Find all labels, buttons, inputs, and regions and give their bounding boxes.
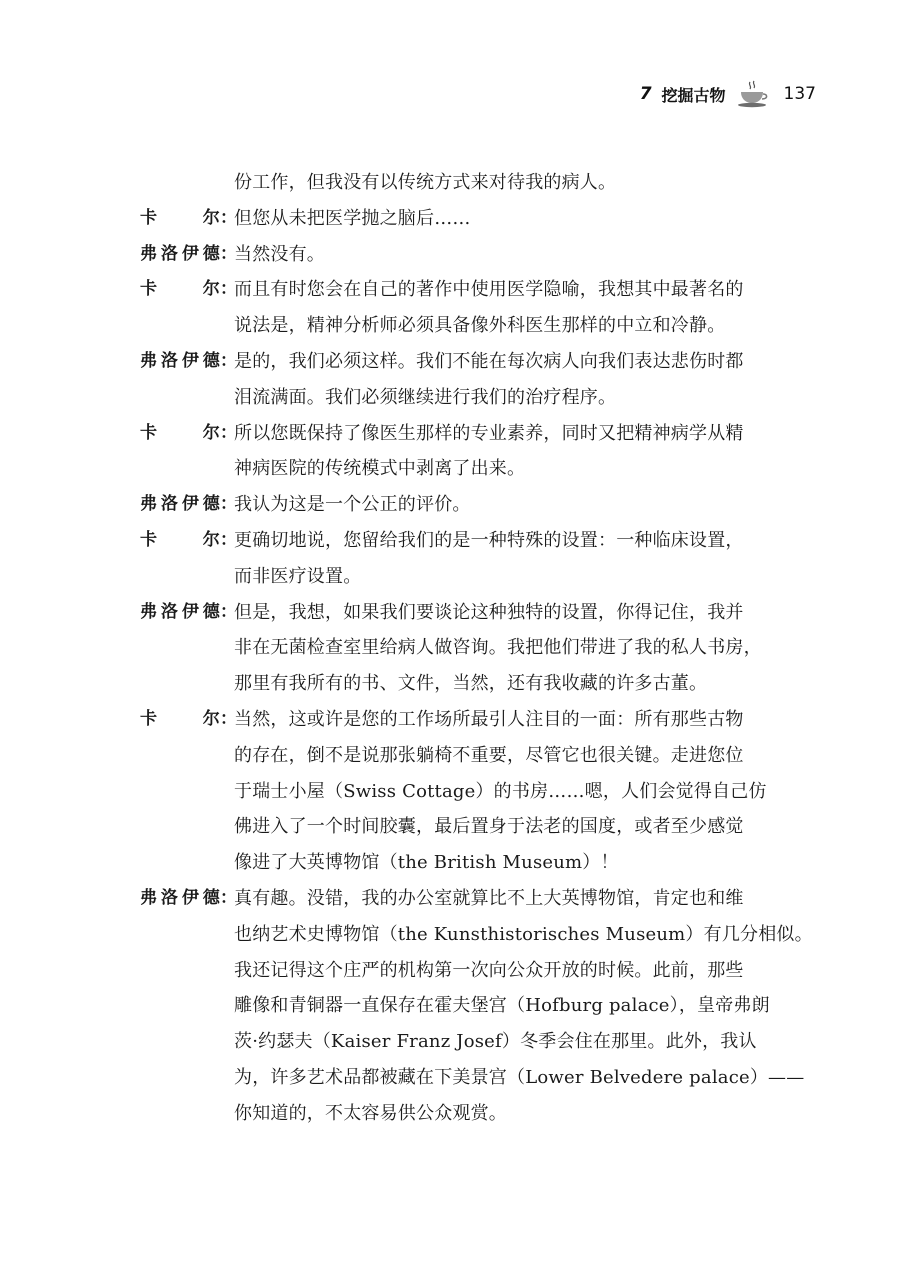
line-text: 但是，我想，如果我们要谈论这种独特的设置，你得记住，我并 bbox=[234, 601, 744, 623]
speaker-colon: ： bbox=[220, 422, 238, 443]
speaker-name: 弗洛伊德 bbox=[140, 350, 220, 371]
dialogue-line-continuation bbox=[140, 845, 792, 881]
dialogue-line-start bbox=[140, 702, 792, 738]
line-text: 雕像和青铜器一直保存在霍夫堡宫（Hofburg palace），皇帝弗朗 bbox=[234, 995, 770, 1017]
dialogue-line-continuation bbox=[140, 809, 792, 845]
speaker-name: 弗洛伊德 bbox=[140, 887, 220, 908]
line-text: 说法是，精神分析师必须具备像外科医生那样的中立和冷静。 bbox=[234, 315, 726, 337]
speaker-label bbox=[140, 237, 238, 273]
speaker-label bbox=[140, 702, 238, 738]
speaker-label bbox=[140, 344, 238, 380]
line-text: 我认为这是一个公正的评价。 bbox=[234, 494, 471, 516]
speaker-colon: ： bbox=[220, 243, 238, 264]
speaker-label bbox=[140, 881, 238, 917]
dialogue-body bbox=[140, 165, 813, 1132]
dialogue-line-start bbox=[140, 523, 792, 559]
dialogue-line-start bbox=[140, 595, 792, 631]
line-text: 但您从未把医学抛之脑后…… bbox=[234, 207, 471, 229]
line-text: 当然没有。 bbox=[234, 243, 325, 265]
chapter-title: 挖掘古物 bbox=[661, 85, 726, 105]
dialogue-line-continuation bbox=[140, 308, 792, 344]
line-text: 那里有我所有的书、文件，当然，还有我收藏的许多古董。 bbox=[234, 673, 708, 695]
dialogue-line-continuation bbox=[140, 988, 792, 1024]
line-text: 于瑞士小屋（Swiss Cottage）的书房……嗯，人们会觉得自己仿 bbox=[234, 780, 767, 802]
speaker-label bbox=[140, 201, 238, 237]
dialogue-line-continuation bbox=[140, 1024, 792, 1060]
line-text: 的存在，倒不是说那张躺椅不重要，尽管它也很关键。走进您位 bbox=[234, 744, 744, 766]
dialogue-line-start bbox=[140, 881, 792, 917]
speaker-colon: ： bbox=[220, 601, 238, 622]
dialogue-line-start bbox=[140, 487, 792, 523]
speaker-label bbox=[140, 487, 238, 523]
line-text: 像进了大英博物馆（the British Museum）！ bbox=[234, 852, 619, 874]
line-text: 非在无菌检查室里给病人做咨询。我把他们带进了我的私人书房， bbox=[234, 637, 762, 659]
dialogue-line-start bbox=[140, 201, 792, 237]
dialogue-line-continuation bbox=[140, 1096, 792, 1132]
speaker-name: 卡 尔 bbox=[140, 207, 220, 228]
speaker-name: 卡 尔 bbox=[140, 422, 220, 443]
speaker-colon: ： bbox=[220, 350, 238, 371]
dialogue-line-continuation bbox=[140, 559, 792, 595]
dialogue-line-continuation bbox=[140, 380, 792, 416]
dialogue-line-start bbox=[140, 237, 792, 273]
line-text: 佛进入了一个时间胶囊，最后置身于法老的国度，或者至少感觉 bbox=[234, 816, 744, 838]
dialogue-line-continuation bbox=[140, 165, 792, 201]
line-text: 而且有时您会在自己的著作中使用医学隐喻，我想其中最著名的 bbox=[234, 279, 744, 301]
speaker-colon: ： bbox=[220, 207, 238, 228]
line-text: 神病医院的传统模式中剥离了出来。 bbox=[234, 458, 526, 480]
speaker-colon: ： bbox=[220, 887, 238, 908]
line-text: 我还记得这个庄严的机构第一次向公众开放的时候。此前，那些 bbox=[234, 959, 744, 981]
line-text: 当然，这或许是您的工作场所最引人注目的一面：所有那些古物 bbox=[234, 708, 744, 730]
page-number: 137 bbox=[783, 84, 816, 104]
line-text: 为，许多艺术品都被藏在下美景宫（Lower Belvedere palace）—— bbox=[234, 1066, 805, 1088]
speaker-name: 卡 尔 bbox=[140, 529, 220, 550]
chapter-number: 7 bbox=[639, 84, 652, 104]
dialogue-line-continuation bbox=[140, 666, 792, 702]
dialogue-line-start bbox=[140, 416, 792, 452]
speaker-label bbox=[140, 272, 238, 308]
speaker-colon: ： bbox=[220, 279, 238, 300]
dialogue-line-continuation bbox=[140, 917, 813, 953]
line-text: 也纳艺术史博物馆（the Kunsthistorisches Museum）有几分相似。 bbox=[234, 923, 813, 945]
dialogue-line-continuation bbox=[140, 953, 792, 989]
dialogue-line-continuation bbox=[140, 630, 792, 666]
dialogue-line-start bbox=[140, 344, 792, 380]
line-text: 份工作，但我没有以传统方式来对待我的病人。 bbox=[234, 172, 617, 193]
speaker-label bbox=[140, 523, 238, 559]
line-text: 真有趣。没错，我的办公室就算比不上大英博物馆，肯定也和维 bbox=[234, 887, 744, 909]
speaker-name: 弗洛伊德 bbox=[140, 494, 220, 515]
speaker-label bbox=[140, 595, 238, 631]
dialogue-line-continuation bbox=[140, 738, 792, 774]
line-text: 泪流满面。我们必须继续进行我们的治疗程序。 bbox=[234, 386, 617, 408]
running-head bbox=[640, 80, 816, 108]
line-text: 是的，我们必须这样。我们不能在每次病人向我们表达悲伤时都 bbox=[234, 350, 744, 372]
line-text: 茨·约瑟夫（Kaiser Franz Josef）冬季会住在那里。此外，我认 bbox=[234, 1031, 757, 1053]
line-text: 更确切地说，您留给我们的是一种特殊的设置：一种临床设置， bbox=[234, 529, 744, 551]
dialogue-line-continuation bbox=[140, 774, 792, 810]
speaker-colon: ： bbox=[220, 708, 238, 729]
line-text: 所以您既保持了像医生那样的专业素养，同时又把精神病学从精 bbox=[234, 422, 744, 444]
speaker-name: 卡 尔 bbox=[140, 708, 220, 729]
dialogue-line-continuation bbox=[140, 451, 792, 487]
teacup-icon bbox=[736, 80, 770, 108]
speaker-colon: ： bbox=[220, 494, 238, 515]
speaker-label bbox=[140, 416, 238, 452]
speaker-name: 弗洛伊德 bbox=[140, 243, 220, 264]
dialogue-line-start bbox=[140, 272, 792, 308]
dialogue-line-continuation bbox=[140, 1060, 805, 1096]
line-text: 你知道的，不太容易供公众观赏。 bbox=[234, 1102, 507, 1124]
speaker-colon: ： bbox=[220, 529, 238, 550]
speaker-name: 卡 尔 bbox=[140, 279, 220, 300]
line-text: 而非医疗设置。 bbox=[234, 565, 362, 587]
speaker-name: 弗洛伊德 bbox=[140, 601, 220, 622]
